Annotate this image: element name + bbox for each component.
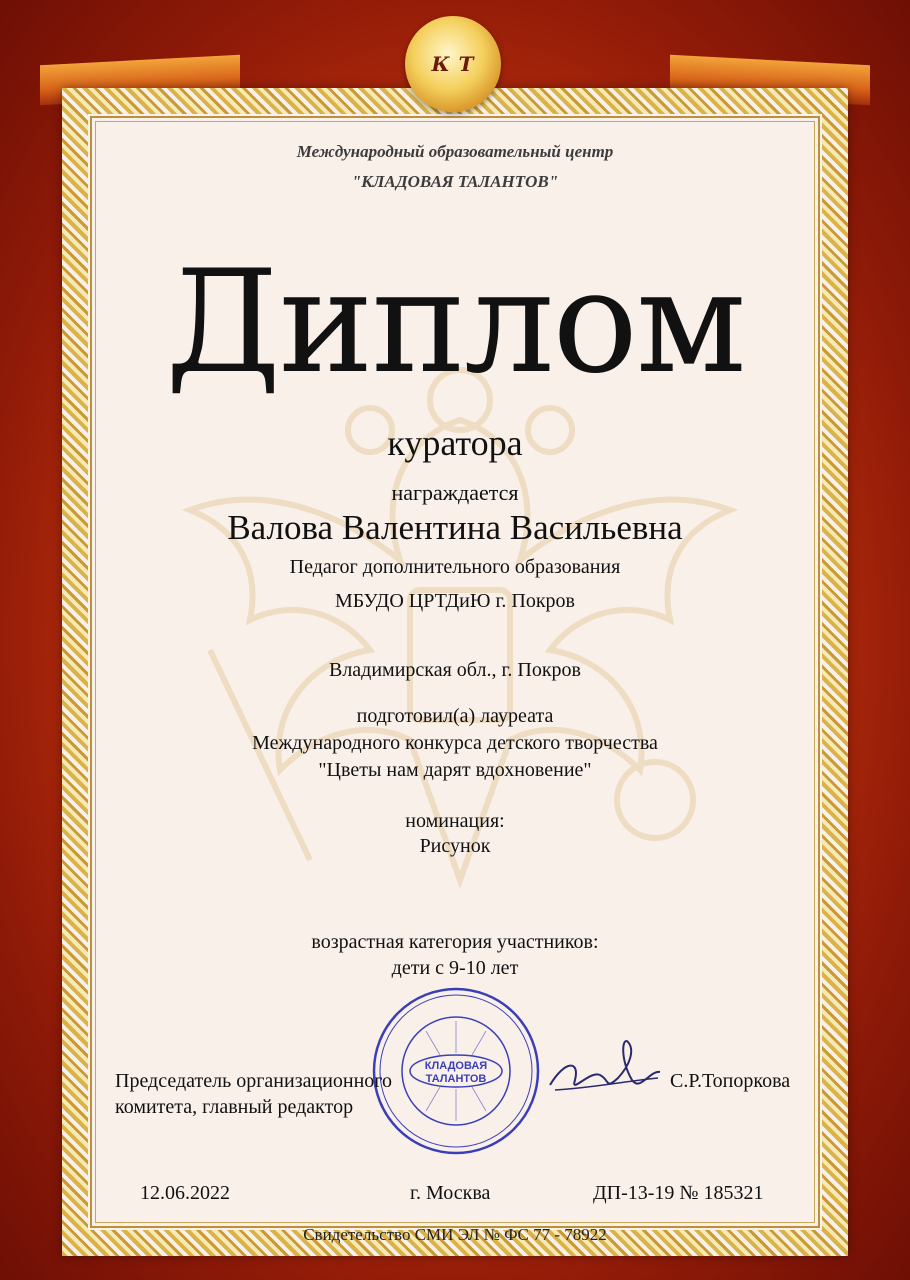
prepared-laureate-text: подготовил(а) лауреата bbox=[356, 705, 554, 727]
nomination-label: номинация: bbox=[405, 810, 505, 832]
nomination-value: Рисунок bbox=[419, 835, 491, 857]
chairman-title-line2: комитета, главный редактор bbox=[115, 1096, 354, 1118]
age-category-label: возрастная категория участников: bbox=[311, 931, 599, 953]
stamp-text-line1: КЛАДОВАЯ bbox=[424, 1060, 488, 1072]
handwritten-signature bbox=[540, 1030, 670, 1110]
kt-logo bbox=[405, 16, 501, 112]
official-stamp bbox=[370, 985, 542, 1157]
book-torch-logo-icon: К Т bbox=[431, 52, 475, 76]
issue-date: 12.06.2022 bbox=[140, 1182, 230, 1204]
chairman-title-line1: Председатель организационного bbox=[115, 1070, 393, 1092]
recipient-name: Валова Валентина Васильевна bbox=[227, 508, 683, 547]
diploma-title: Диплом bbox=[165, 240, 745, 405]
contest-title: Международного конкурса детского творчества bbox=[252, 732, 658, 754]
contest-name: "Цветы нам дарят вдохновение" bbox=[318, 759, 592, 781]
media-registration: Свидетельство СМИ ЭЛ № ФС 77 - 78922 bbox=[303, 1225, 607, 1244]
recipient-institution: МБУДО ЦРТДиЮ г. Покров bbox=[334, 590, 575, 612]
signer-name: С.Р.Топоркова bbox=[670, 1070, 791, 1092]
recipient-location: Владимирская обл., г. Покров bbox=[328, 659, 581, 681]
diploma-subtitle: куратора bbox=[387, 423, 523, 463]
stamp-text-line2: ТАЛАНТОВ bbox=[425, 1073, 487, 1085]
age-category-value: дети с 9-10 лет bbox=[391, 957, 519, 979]
organization-name-line1: Международный образовательный центр bbox=[296, 142, 614, 161]
awarded-label: награждается bbox=[391, 480, 519, 505]
recipient-position: Педагог дополнительного образования bbox=[289, 556, 621, 578]
organization-name-line2: "КЛАДОВАЯ ТАЛАНТОВ" bbox=[351, 172, 559, 191]
certificate-number: ДП-13-19 № 185321 bbox=[593, 1182, 764, 1204]
issue-city: г. Москва bbox=[410, 1182, 491, 1204]
